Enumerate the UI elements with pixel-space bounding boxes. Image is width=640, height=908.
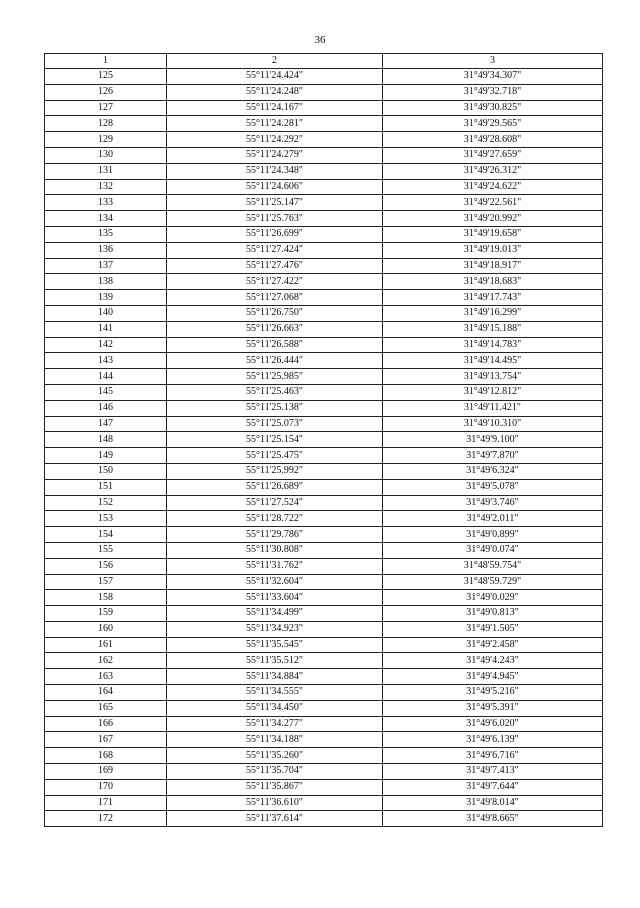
point-number-cell: 128 (45, 116, 167, 132)
longitude-cell: 31°49'2.458" (383, 637, 603, 653)
table-row (45, 400, 603, 416)
point-number-cell: 156 (45, 558, 167, 574)
latitude-cell: 55°11'26.444" (167, 353, 383, 369)
longitude-cell: 31°49'26.312" (383, 163, 603, 179)
point-number-cell: 171 (45, 795, 167, 811)
longitude-cell: 31°49'1.505" (383, 621, 603, 637)
longitude-cell: 31°49'24.622" (383, 179, 603, 195)
point-number-cell: 153 (45, 511, 167, 527)
table-row (45, 432, 603, 448)
table-row (45, 321, 603, 337)
point-number-cell: 154 (45, 527, 167, 543)
table-row (45, 653, 603, 669)
table-row (45, 669, 603, 685)
table-row (45, 147, 603, 163)
latitude-cell: 55°11'34.555" (167, 685, 383, 701)
latitude-cell: 55°11'27.068" (167, 290, 383, 306)
table-row (45, 542, 603, 558)
table-row (45, 495, 603, 511)
longitude-cell: 31°49'29.565" (383, 116, 603, 132)
longitude-cell: 31°49'8.014" (383, 795, 603, 811)
point-number-cell: 140 (45, 305, 167, 321)
latitude-cell: 55°11'24.348" (167, 163, 383, 179)
latitude-cell: 55°11'25.147" (167, 195, 383, 211)
longitude-cell: 31°49'5.078" (383, 479, 603, 495)
latitude-cell: 55°11'25.073" (167, 416, 383, 432)
table-row (45, 637, 603, 653)
point-number-cell: 152 (45, 495, 167, 511)
table-row (45, 132, 603, 148)
table-row (45, 764, 603, 780)
latitude-cell: 55°11'27.422" (167, 274, 383, 290)
table-row (45, 211, 603, 227)
point-number-cell: 136 (45, 242, 167, 258)
latitude-cell: 55°11'28.722" (167, 511, 383, 527)
latitude-cell: 55°11'36.610" (167, 795, 383, 811)
point-number-cell: 131 (45, 163, 167, 179)
latitude-cell: 55°11'25.985" (167, 369, 383, 385)
latitude-cell: 55°11'26.699" (167, 226, 383, 242)
latitude-cell: 55°11'27.476" (167, 258, 383, 274)
latitude-cell: 55°11'34.277" (167, 716, 383, 732)
latitude-cell: 55°11'24.279" (167, 147, 383, 163)
point-number-cell: 164 (45, 685, 167, 701)
longitude-cell: 31°49'10.310" (383, 416, 603, 432)
longitude-cell: 31°49'13.754" (383, 369, 603, 385)
longitude-cell: 31°49'19.013" (383, 242, 603, 258)
table-row (45, 226, 603, 242)
table-row (45, 384, 603, 400)
table-row (45, 100, 603, 116)
table-row (45, 448, 603, 464)
point-number-cell: 129 (45, 132, 167, 148)
latitude-cell: 55°11'25.138" (167, 400, 383, 416)
latitude-cell: 55°11'32.604" (167, 574, 383, 590)
latitude-cell: 55°11'26.689" (167, 479, 383, 495)
longitude-cell: 31°49'17.743" (383, 290, 603, 306)
latitude-cell: 55°11'26.588" (167, 337, 383, 353)
table-row (45, 463, 603, 479)
longitude-cell: 31°49'18.917" (383, 258, 603, 274)
point-number-cell: 146 (45, 400, 167, 416)
table-row (45, 179, 603, 195)
latitude-cell: 55°11'35.512" (167, 653, 383, 669)
point-number-cell: 150 (45, 463, 167, 479)
longitude-cell: 31°49'4.945" (383, 669, 603, 685)
longitude-cell: 31°49'18.683" (383, 274, 603, 290)
longitude-cell: 31°49'6.139" (383, 732, 603, 748)
latitude-cell: 55°11'24.281" (167, 116, 383, 132)
table-row (45, 732, 603, 748)
table-row (45, 574, 603, 590)
longitude-cell: 31°49'14.783" (383, 337, 603, 353)
table-row (45, 558, 603, 574)
latitude-cell: 55°11'34.450" (167, 700, 383, 716)
latitude-cell: 55°11'24.167" (167, 100, 383, 116)
point-number-cell: 163 (45, 669, 167, 685)
latitude-cell: 55°11'37.614" (167, 811, 383, 827)
latitude-cell: 55°11'24.248" (167, 84, 383, 100)
table-row (45, 685, 603, 701)
longitude-cell: 31°49'9.100" (383, 432, 603, 448)
table-row (45, 590, 603, 606)
column-header-1: 1 (45, 54, 167, 69)
longitude-cell: 31°49'11.421" (383, 400, 603, 416)
point-number-cell: 162 (45, 653, 167, 669)
table-row (45, 84, 603, 100)
table-row (45, 511, 603, 527)
table-row (45, 716, 603, 732)
point-number-cell: 143 (45, 353, 167, 369)
point-number-cell: 170 (45, 779, 167, 795)
longitude-cell: 31°49'7.870" (383, 448, 603, 464)
point-number-cell: 168 (45, 748, 167, 764)
column-header-2: 2 (167, 54, 383, 69)
point-number-cell: 151 (45, 479, 167, 495)
latitude-cell: 55°11'35.545" (167, 637, 383, 653)
longitude-cell: 31°49'32.718" (383, 84, 603, 100)
table-row (45, 69, 603, 85)
longitude-cell: 31°49'6.716" (383, 748, 603, 764)
point-number-cell: 161 (45, 637, 167, 653)
point-number-cell: 157 (45, 574, 167, 590)
point-number-cell: 126 (45, 84, 167, 100)
latitude-cell: 55°11'24.606" (167, 179, 383, 195)
longitude-cell: 31°49'12.812" (383, 384, 603, 400)
point-number-cell: 159 (45, 606, 167, 622)
longitude-cell: 31°49'14.495" (383, 353, 603, 369)
table-row (45, 779, 603, 795)
latitude-cell: 55°11'27.524" (167, 495, 383, 511)
point-number-cell: 172 (45, 811, 167, 827)
table-row (45, 353, 603, 369)
longitude-cell: 31°49'30.825" (383, 100, 603, 116)
longitude-cell: 31°49'0.074" (383, 542, 603, 558)
table-body (45, 69, 603, 827)
latitude-cell: 55°11'25.763" (167, 211, 383, 227)
point-number-cell: 137 (45, 258, 167, 274)
table-row (45, 811, 603, 827)
longitude-cell: 31°49'34.307" (383, 69, 603, 85)
table-row (45, 305, 603, 321)
latitude-cell: 55°11'34.884" (167, 669, 383, 685)
point-number-cell: 127 (45, 100, 167, 116)
table-row (45, 606, 603, 622)
latitude-cell: 55°11'34.499" (167, 606, 383, 622)
table-row (45, 258, 603, 274)
longitude-cell: 31°48'59.729" (383, 574, 603, 590)
point-number-cell: 139 (45, 290, 167, 306)
latitude-cell: 55°11'35.867" (167, 779, 383, 795)
point-number-cell: 142 (45, 337, 167, 353)
table-row (45, 479, 603, 495)
latitude-cell: 55°11'33.604" (167, 590, 383, 606)
point-number-cell: 138 (45, 274, 167, 290)
latitude-cell: 55°11'25.475" (167, 448, 383, 464)
table-row (45, 163, 603, 179)
longitude-cell: 31°49'6.324" (383, 463, 603, 479)
table-row (45, 621, 603, 637)
point-number-cell: 160 (45, 621, 167, 637)
latitude-cell: 55°11'25.992" (167, 463, 383, 479)
point-number-cell: 145 (45, 384, 167, 400)
point-number-cell: 141 (45, 321, 167, 337)
longitude-cell: 31°49'5.216" (383, 685, 603, 701)
point-number-cell: 169 (45, 764, 167, 780)
point-number-cell: 144 (45, 369, 167, 385)
longitude-cell: 31°49'7.644" (383, 779, 603, 795)
longitude-cell: 31°48'59.754" (383, 558, 603, 574)
point-number-cell: 130 (45, 147, 167, 163)
longitude-cell: 31°49'4.243" (383, 653, 603, 669)
latitude-cell: 55°11'26.750" (167, 305, 383, 321)
point-number-cell: 155 (45, 542, 167, 558)
longitude-cell: 31°49'0.029" (383, 590, 603, 606)
coordinates-table (44, 53, 603, 827)
point-number-cell: 125 (45, 69, 167, 85)
table-header-row (45, 54, 603, 69)
longitude-cell: 31°49'2.011" (383, 511, 603, 527)
latitude-cell: 55°11'34.188" (167, 732, 383, 748)
latitude-cell: 55°11'24.424" (167, 69, 383, 85)
point-number-cell: 166 (45, 716, 167, 732)
longitude-cell: 31°49'8.665" (383, 811, 603, 827)
table-row (45, 795, 603, 811)
page-number: 36 (314, 34, 326, 46)
table-row (45, 527, 603, 543)
latitude-cell: 55°11'25.463" (167, 384, 383, 400)
longitude-cell: 31°49'3.746" (383, 495, 603, 511)
longitude-cell: 31°49'20.992" (383, 211, 603, 227)
point-number-cell: 165 (45, 700, 167, 716)
longitude-cell: 31°49'16.299" (383, 305, 603, 321)
table-row (45, 290, 603, 306)
longitude-cell: 31°49'0.813" (383, 606, 603, 622)
longitude-cell: 31°49'0.899" (383, 527, 603, 543)
latitude-cell: 55°11'29.786" (167, 527, 383, 543)
point-number-cell: 133 (45, 195, 167, 211)
table-row (45, 337, 603, 353)
table-row (45, 195, 603, 211)
longitude-cell: 31°49'22.561" (383, 195, 603, 211)
point-number-cell: 158 (45, 590, 167, 606)
point-number-cell: 135 (45, 226, 167, 242)
longitude-cell: 31°49'19.658" (383, 226, 603, 242)
longitude-cell: 31°49'15.188" (383, 321, 603, 337)
column-header-3: 3 (383, 54, 603, 69)
table-row (45, 242, 603, 258)
latitude-cell: 55°11'24.292" (167, 132, 383, 148)
longitude-cell: 31°49'6.020" (383, 716, 603, 732)
point-number-cell: 167 (45, 732, 167, 748)
longitude-cell: 31°49'28.608" (383, 132, 603, 148)
longitude-cell: 31°49'5.391" (383, 700, 603, 716)
latitude-cell: 55°11'26.663" (167, 321, 383, 337)
table-row (45, 274, 603, 290)
latitude-cell: 55°11'30.808" (167, 542, 383, 558)
latitude-cell: 55°11'27.424" (167, 242, 383, 258)
point-number-cell: 134 (45, 211, 167, 227)
point-number-cell: 148 (45, 432, 167, 448)
longitude-cell: 31°49'27.659" (383, 147, 603, 163)
point-number-cell: 147 (45, 416, 167, 432)
longitude-cell: 31°49'7.413" (383, 764, 603, 780)
latitude-cell: 55°11'35.260" (167, 748, 383, 764)
table-row (45, 700, 603, 716)
latitude-cell: 55°11'34.923" (167, 621, 383, 637)
point-number-cell: 132 (45, 179, 167, 195)
latitude-cell: 55°11'25.154" (167, 432, 383, 448)
table-row (45, 748, 603, 764)
latitude-cell: 55°11'35.704" (167, 764, 383, 780)
point-number-cell: 149 (45, 448, 167, 464)
table-row (45, 369, 603, 385)
table-row (45, 416, 603, 432)
latitude-cell: 55°11'31.762" (167, 558, 383, 574)
table-row (45, 116, 603, 132)
